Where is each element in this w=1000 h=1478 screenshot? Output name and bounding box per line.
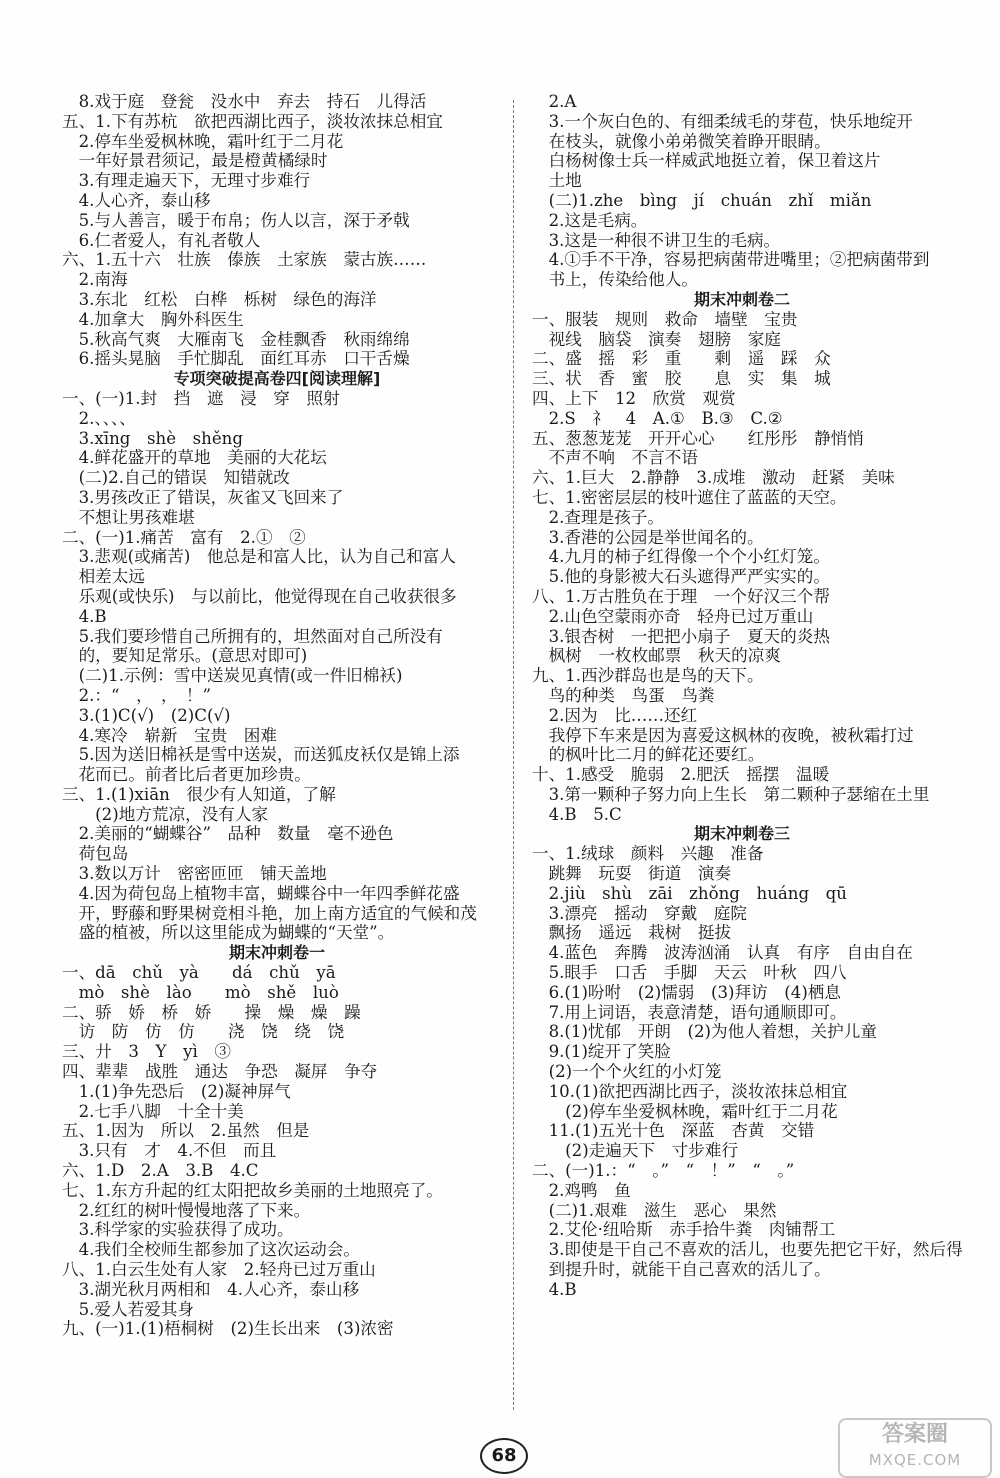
answer-line: 2.因为 比……还红 xyxy=(532,705,698,725)
answer-line: 七、1.东方升起的红太阳把故乡美丽的土地照亮了。 xyxy=(62,1180,443,1200)
answer-line: 四、辈辈 战胜 通达 争恐 凝屏 争夺 xyxy=(62,1062,378,1082)
answer-line: 二、盛 摇 彩 重 剩 遥 踩 众 xyxy=(532,349,831,369)
answer-line: 2.红红的树叶慢慢地落了下来。 xyxy=(62,1200,311,1220)
answer-line: 五、1.下有苏杭 欲把西湖比西子，淡妆浓抹总相宜 xyxy=(62,111,443,131)
answer-line: (2)走遍天下 寸步难行 xyxy=(532,1141,739,1161)
answer-line: 五、葱葱茏茏 开开心心 红彤彤 静悄悄 xyxy=(532,428,864,448)
answer-line: 二、(一)1.：“ 。” “ ！” “ 。” xyxy=(532,1161,795,1181)
answer-line: (二)1.zhe bìng jí chuán zhǐ miǎn xyxy=(532,190,872,210)
answer-line: 3.科学家的实验获得了成功。 xyxy=(62,1220,294,1240)
answer-line: 4.人心齐，泰山移 xyxy=(62,190,211,210)
answer-line: 七、1.密密层层的枝叶遮住了蓝蓝的天空。 xyxy=(532,487,847,507)
answer-line: 3.香港的公园是举世闻名的。 xyxy=(532,527,764,547)
watermark-title: 答案圈 xyxy=(881,1422,948,1447)
answer-line: 九、1.西沙群岛也是鸟的天下。 xyxy=(532,666,764,686)
answer-line: 视线 脑袋 演奏 翅膀 家庭 xyxy=(532,329,781,349)
answer-line: 不声不响 不言不语 xyxy=(532,448,698,468)
answer-line: 4.九月的柿子红得像一个个小红灯笼。 xyxy=(532,547,830,567)
answer-line: 4.我们全校师生都参加了这次运动会。 xyxy=(62,1240,360,1260)
answer-line: 2.鸡鸭 鱼 xyxy=(532,1180,631,1200)
answer-line: 1.(1)争先恐后 (2)凝神屏气 xyxy=(62,1081,291,1101)
answer-line: 2.：“ ， ， ！” xyxy=(62,685,211,705)
answer-line: 5.因为送旧棉袄是雪中送炭，而送狐皮袄仅是锦上添 xyxy=(62,745,460,765)
answer-line: 六、1.D 2.A 3.B 4.C xyxy=(62,1161,259,1181)
answer-line: 鸟的种类 鸟蛋 鸟粪 xyxy=(532,685,715,705)
answer-line: 二、骄 娇 桥 娇 操 燥 燥 躁 xyxy=(62,1002,361,1022)
answer-line: 3.悲观(或痛苦) 他总是和富人比，认为自己和富人 xyxy=(62,547,456,567)
watermark-site: MXQE.COM xyxy=(868,1451,962,1469)
answer-line: 的枫叶比二月的鲜花还要红。 xyxy=(532,745,765,765)
answer-line: 5.我们要珍惜自己所拥有的，坦然面对自己所没有 xyxy=(62,626,443,646)
answer-line: (2)地方荒凉，没有人家 xyxy=(62,804,269,824)
answer-line: 土地 xyxy=(532,171,582,191)
answer-line: 2.南海 xyxy=(62,270,128,290)
answer-line: 六、1.五十六 壮族 傣族 土家族 蒙古族…… xyxy=(62,250,427,270)
answer-line: 六、1.巨大 2.静静 3.成堆 激动 赶紧 美味 xyxy=(532,468,895,488)
answer-line: 3.即使是干自己不喜欢的活儿，也要先把它干好，然后得 xyxy=(532,1240,963,1260)
answer-line: 3.银杏树 一把把小扇子 夏天的炎热 xyxy=(532,626,830,646)
column-divider xyxy=(513,100,514,1410)
answer-line: 荷包岛 xyxy=(62,844,129,864)
answer-line: 4.加拿大 胸外科医生 xyxy=(62,309,244,329)
answer-line: 3.这是一种很不讲卫生的毛病。 xyxy=(532,230,781,250)
answer-line: 的，要知足常乐。(意思对即可) xyxy=(62,646,308,666)
answer-line: 2.查理是孩子。 xyxy=(532,507,664,527)
answer-line: 2.美丽的“蝴蝶谷” 品种 数量 毫不逊色 xyxy=(62,824,394,844)
answer-line: 一、dā chǔ yà dá chǔ yā xyxy=(62,963,336,983)
answer-line: 3.只有 才 4.不但 而且 xyxy=(62,1141,277,1161)
answer-line: 一、服装 规则 救命 墙壁 宝贵 xyxy=(532,309,798,329)
answer-line: 2.这是毛病。 xyxy=(532,210,648,230)
answer-line: 五、1.因为 所以 2.虽然 但是 xyxy=(62,1121,310,1141)
answer-line: 四、上下 12 欣赏 观赏 xyxy=(532,388,736,408)
answer-line: 跳舞 玩耍 街道 演奏 xyxy=(532,864,732,884)
answer-line: 八、1.白云生处有人家 2.轻舟已过万重山 xyxy=(62,1260,376,1280)
answer-line: 6.仁者爱人，有礼者敬人 xyxy=(62,230,261,250)
answer-line: 2.停车坐爱枫林晚，霜叶红于二月花 xyxy=(62,131,344,151)
answer-line: 3.有理走遍天下，无理寸步难行 xyxy=(62,171,311,191)
answer-line: 不想让男孩难堪 xyxy=(62,507,195,527)
section-title: 专项突破提高卷四[阅读理解] xyxy=(173,369,381,389)
answer-line: 二、(一)1.痛苦 富有 2.① ② xyxy=(62,527,306,547)
answer-line: 2.S 礻 4 A.① B.③ C.② xyxy=(532,408,783,428)
section-title: 期末冲刺卷三 xyxy=(693,824,790,844)
answer-line: 开，野藤和野果树竞相斗艳，加上南方适宜的气候和茂 xyxy=(62,903,477,923)
answer-line: (2)停车坐爱枫林晚，霜叶红于二月花 xyxy=(532,1101,838,1121)
answer-line: 2.艾伦·纽哈斯 赤手拾牛粪 肉铺帮工 xyxy=(532,1220,836,1240)
answer-line: 一年好景君须记，最是橙黄橘绿时 xyxy=(62,151,328,171)
answer-line: 飘扬 遥远 栽树 挺拔 xyxy=(532,923,732,943)
answer-line: 2.、、、、 xyxy=(62,408,136,428)
answer-line: 10.(1)欲把西湖比西子，淡妆浓抹总相宜 xyxy=(532,1081,848,1101)
answer-line: 5.眼手 口舌 手脚 天云 叶秋 四八 xyxy=(532,963,847,983)
answer-line: 在枝头，就像小弟弟微笑着睁开眼睛。 xyxy=(532,131,831,151)
answer-line: 5.他的身影被大石头遮得严严实实的。 xyxy=(532,567,830,587)
answer-line: 一、1.绒球 颜料 兴趣 准备 xyxy=(532,844,764,864)
answer-line: 4.寒冷 崭新 宝贵 困难 xyxy=(62,725,277,745)
answer-line: 花而已。前者比后者更加珍贵。 xyxy=(62,765,311,785)
answer-line: 书上，传染给他人。 xyxy=(532,270,698,290)
answer-line: 2.A xyxy=(532,92,577,111)
answer-line: 8.戏于庭 登瓮 没水中 弃去 持石 儿得活 xyxy=(62,92,427,111)
answer-line: 4.鲜花盛开的草地 美丽的大花坛 xyxy=(62,448,327,468)
answer-line: 6.(1)吩咐 (2)懦弱 (3)拜访 (4)栖息 xyxy=(532,982,841,1002)
answer-line: 4.B xyxy=(532,1279,577,1299)
answer-line: (二)2.自己的错误 知错就改 xyxy=(62,468,290,488)
answer-line: 7.用上词语，表意清楚，语句通顺即可。 xyxy=(532,1002,847,1022)
answer-line: 3.(1)C(√) (2)C(√) xyxy=(62,705,231,725)
answer-line: 3.男孩改正了错误，灰雀又飞回来了 xyxy=(62,487,344,507)
answer-line: 5.与人善言，暖于布帛；伤人以言，深于矛戟 xyxy=(62,210,410,230)
answer-line: 5.秋高气爽 大雁南飞 金桂飘香 秋雨绵绵 xyxy=(62,329,410,349)
right-column xyxy=(532,92,963,1300)
answer-line: 4.因为荷包岛上植物丰富，蝴蝶谷中一年四季鲜花盛 xyxy=(62,883,460,903)
section-title: 期末冲刺卷二 xyxy=(693,289,790,309)
answer-line: 4.蓝色 奔腾 波涛汹涌 认真 有序 自由自在 xyxy=(532,943,913,963)
answer-line: 3.一个灰白色的、有细柔绒毛的芽苞，快乐地绽开 xyxy=(532,111,913,131)
page-number: 68 xyxy=(480,1438,528,1474)
answer-line: 8.(1)忧郁 开朗 (2)为他人着想，关护儿童 xyxy=(532,1022,877,1042)
answer-line: (二)1.艰难 滋生 恶心 果然 xyxy=(532,1200,777,1220)
answer-line: 3.xīng shè shěng xyxy=(62,428,243,448)
answer-line: 十、1.感受 脆弱 2.肥沃 摇摆 温暖 xyxy=(532,765,830,785)
answer-line: 到提升时，就能干自己喜欢的活儿了。 xyxy=(532,1260,831,1280)
answer-line: 5.爱人若爱其身 xyxy=(62,1299,194,1319)
answer-line: 2.jiù shù zāi zhǒng huáng qū xyxy=(532,883,847,903)
section-title: 期末冲刺卷一 xyxy=(228,943,325,963)
answer-line: 3.东北 红松 白桦 栎树 绿色的海洋 xyxy=(62,289,377,309)
answer-line: 乐观(或快乐) 与以前比，他觉得现在自己收获很多 xyxy=(62,586,457,606)
answer-line: 2.七手八脚 十全十美 xyxy=(62,1101,244,1121)
answer-line: mò shè lào mò shě luò xyxy=(62,982,339,1002)
left-column xyxy=(62,92,492,1339)
answer-line: 白杨树像士兵一样威武地挺立着，保卫着这片 xyxy=(532,151,881,171)
answer-line: 2.山色空蒙雨亦奇 轻舟已过万重山 xyxy=(532,606,814,626)
answer-line: 枫树 一枚枚邮票 秋天的凉爽 xyxy=(532,646,781,666)
answer-line: 4.B xyxy=(62,606,107,626)
answer-line: 3.湖光秋月两相和 4.人心齐，泰山移 xyxy=(62,1279,360,1299)
answer-line: 4.①手不干净，容易把病菌带进嘴里；②把病菌带到 xyxy=(532,250,930,270)
answer-line: 三、廾 3 Y yì ③ xyxy=(62,1042,231,1062)
answer-line: 盛的植被，所以这里能成为蝴蝶的“天堂”。 xyxy=(62,923,395,943)
answer-line: 九、(一)1.(1)梧桐树 (2)生长出来 (3)浓密 xyxy=(62,1319,394,1339)
answer-line: 3.数以万计 密密匝匝 铺天盖地 xyxy=(62,864,327,884)
answer-line: 访 防 仿 仿 浇 饶 绕 饶 xyxy=(62,1022,345,1042)
answer-line: 9.(1)绽开了笑脸 xyxy=(532,1042,671,1062)
answer-line: 4.B 5.C xyxy=(532,804,622,824)
answer-line: 三、1.(1)xiān 很少有人知道，了解 xyxy=(62,784,336,804)
answer-line: 3.第一颗种子努力向上生长 第二颗种子瑟缩在土里 xyxy=(532,784,930,804)
answer-line: 11.(1)五光十色 深蓝 杏黄 交错 xyxy=(532,1121,815,1141)
answer-line: 6.摇头晃脑 手忙脚乱 面红耳赤 口干舌燥 xyxy=(62,349,410,369)
answer-line: 相差太远 xyxy=(62,567,145,587)
answer-line: 3.漂亮 摇动 穿戴 庭院 xyxy=(532,903,747,923)
answer-line: 三、状 香 蜜 胶 息 实 集 城 xyxy=(532,369,831,389)
watermark-logo xyxy=(838,1418,992,1478)
answer-line: (2)一个个火红的小灯笼 xyxy=(532,1062,722,1082)
answer-line: (二)1.示例：雪中送炭见真情(或一件旧棉袄) xyxy=(62,666,403,686)
answer-line: 一、(一)1.封 挡 遮 浸 穿 照射 xyxy=(62,388,340,408)
answer-line: 八、1.万古胜负在于理 一个好汉三个帮 xyxy=(532,586,830,606)
answer-line: 我停下车来是因为喜爱这枫林的夜晚，被秋霜打过 xyxy=(532,725,914,745)
